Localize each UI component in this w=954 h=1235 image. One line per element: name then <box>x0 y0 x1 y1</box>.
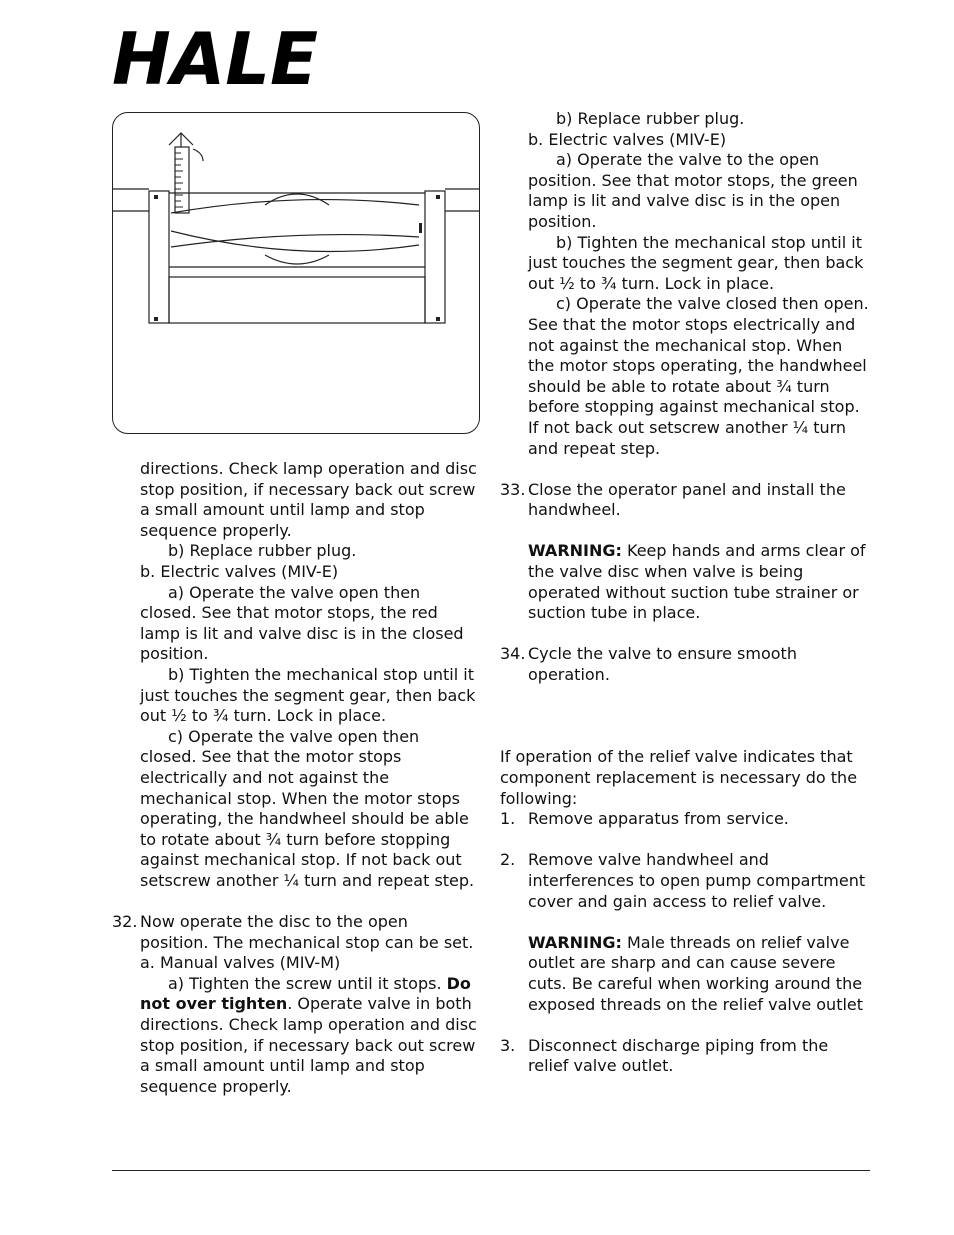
left-paragraph: b. Electric valves (MIV-E) <box>140 561 339 581</box>
footer-rule <box>112 1170 870 1171</box>
valve-stop-diagram <box>112 112 480 434</box>
step-text: Remove apparatus from service. <box>528 809 789 829</box>
valve-drawing <box>113 113 480 434</box>
warning-label: WARNING: <box>528 932 622 952</box>
right-paragraph: b) Replace rubber plug. <box>556 109 745 128</box>
left-paragraph: c) Operate the valve open then closed. See that the motor stops electrically and not against the mechanical stop. When the motor stops operating, the handwheel should be able to rotate about ¾ turn before stopping against mechanical stop. If not back out setscrew another ¼ turn and repeat step. <box>140 726 475 890</box>
relief-intro: If operation of the relief valve indicates that component replacement is necessary do the following: <box>500 747 858 808</box>
step-text: Now operate the disc to the open position. The mechanical stop can be set. <box>140 912 474 952</box>
left-paragraph: directions. Check lamp operation and disc stop position, if necessary back out screw a small amount until lamp and stop sequence properly. <box>140 459 477 540</box>
logo-text: HALE <box>112 26 318 88</box>
warning-note <box>528 541 872 623</box>
step-text: Cycle the valve to ensure smooth operation. <box>528 644 797 685</box>
step-number: 2. <box>500 850 516 870</box>
step-number: 33. <box>500 479 526 499</box>
step-number: 34. <box>500 644 526 664</box>
step-number: 1. <box>500 809 516 829</box>
right-column <box>500 109 872 1077</box>
step-text: Remove valve handwheel and interferences to open pump compartment cover and gain access to relief valve. <box>528 850 866 911</box>
left-paragraph: a) Operate the valve open then closed. See that motor stops, the red lamp is lit and valve disc is in the closed position. <box>140 582 464 664</box>
step-number: 3. <box>500 1035 516 1055</box>
text-run: a) Tighten the screw until it stops. <box>168 973 447 993</box>
left-column <box>112 459 480 1097</box>
left-paragraph <box>140 974 480 1098</box>
warning-text: Keep hands and arms clear of the valve disc when valve is being operated without suction tube strainer or suction tube in place. <box>528 541 866 623</box>
hale-logo <box>112 26 322 88</box>
step-text: Disconnect discharge piping from the relief valve outlet. <box>528 1035 829 1076</box>
bold-caution: Do not over tighten <box>140 973 471 1014</box>
right-paragraph: b) Tighten the mechanical stop until it just touches the segment gear, then back out ½ to ¾ turn. Lock in place. <box>528 232 864 293</box>
right-paragraph: c) Operate the valve closed then open. See that the motor stops electrically and not against the mechanical stop. When the motor stops operating, the handwheel should be able to rotate about ¾ turn before stopping against mechanical stop. If not back out setscrew another ¼ turn and repeat step. <box>528 294 869 458</box>
text-run: . Operate valve in both directions. Check lamp operation and disc stop position, if necessary back out screw a small amount until lamp and stop sequence properly. <box>140 994 477 1096</box>
left-paragraph: a. Manual valves (MIV-M) <box>140 953 341 973</box>
step-text: Close the operator panel and install the handwheel. <box>528 479 846 520</box>
step-number: 32. <box>112 912 138 932</box>
right-paragraph: b. Electric valves (MIV-E) <box>528 129 727 149</box>
left-paragraph: b) Replace rubber plug. <box>168 541 357 561</box>
warning-label: WARNING: <box>528 541 622 561</box>
warning-note <box>528 933 872 1015</box>
right-paragraph: a) Operate the valve to the open position. See that motor stops, the green lamp is lit and valve disc is in the open position. <box>528 150 858 231</box>
left-paragraph: b) Tighten the mechanical stop until it just touches the segment gear, then back out ½ to ¾ turn. Lock in place. <box>140 664 476 726</box>
warning-text: Male threads on relief valve outlet are sharp and can cause severe cuts. Be careful when working around the exposed threads on the relief valve outlet <box>528 932 864 1014</box>
